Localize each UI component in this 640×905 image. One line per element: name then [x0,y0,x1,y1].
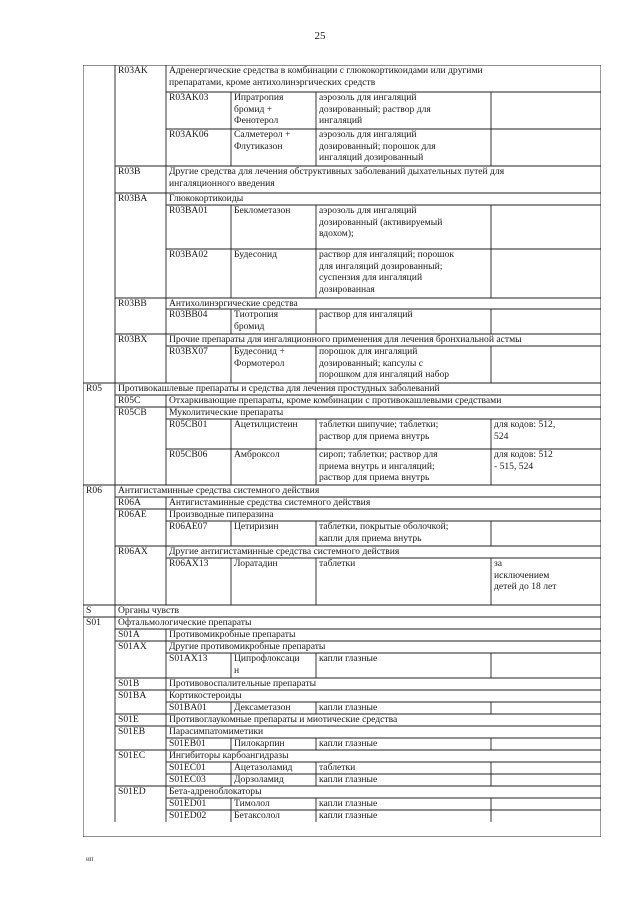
table-cell-c3: Противоглаукомные препараты и миотические средства [169,714,398,725]
table-cell-c6 [491,810,601,822]
table-cell-c3: S01EC03 [169,774,206,785]
table-cell-c3: Другие антигистаминные средства системного действия [169,546,400,557]
table-cell-c3: R03BX07 [169,346,208,357]
table-cell-c5: капли глазные [319,653,378,664]
table-cell-c4: Пилокарпин [234,738,285,749]
table-cell-c3: Производные пиперазина [169,509,274,520]
table-cell-c6 [491,762,601,774]
table-cell-c2: S01BA [118,690,147,701]
table-cell-c4: Амброксол [234,449,280,460]
table-cell-c3: R03AK03 [169,92,209,103]
table-cell-c3: R03AK06 [169,129,209,140]
table-cell-c2: R03BX [118,334,148,345]
table-cell-c2: R06AE [118,509,147,520]
table-cell-c3: R05CB01 [169,419,208,430]
table-cell-c5: таблетки [319,762,356,773]
table-cell-c4: Ацетилцистеин [234,419,298,430]
table-cell-c6 [491,738,601,750]
table-cell-c6: для кодов: 512 - 515, 524 [494,449,553,472]
table-cell-c3: S01BA01 [169,702,207,713]
table-cell-c2: R05C [118,395,141,406]
table-cell-c5: капли глазные [319,810,378,821]
table-cell-c4: Ципрофлоксаци н [234,653,300,676]
table-cell-c3: Противомикробные препараты [169,629,296,640]
table-cell-c2: R05CB [118,407,147,418]
table-cell-c5: капли глазные [319,702,378,713]
table-cell-c3: Адренергические средства в комбинации с глюкокортикоидами или другими препаратами, кроме антихолинэргических средств [169,65,483,88]
table-cell-c2: S01A [118,629,140,640]
table-cell-c5: аэрозоль для ингаляций дозированный; порошок для ингаляций дозированный [319,129,436,163]
table-cell-c6 [491,205,601,249]
table-cell-c3: R03BA01 [169,205,208,216]
table-cell-c6 [491,129,601,166]
table-cell-c4: Бетаксолол [234,810,280,821]
table-cell-c3: R05CB06 [169,449,208,460]
table-cell-c3: S01ED01 [169,798,207,809]
table-cell-c3: S01AX13 [169,653,208,664]
table-cell-c2: R03B [118,166,141,177]
table-cell-c6: за исключением детей до 18 лет [494,558,557,592]
table-cell-c5: таблетки, покрытые оболочкой; капли для приема внутрь [319,521,449,544]
table-cell-c3: Глюкокортикоиды [169,193,244,204]
table-cell-c3: Парасимпатомиметики [169,726,264,737]
table-cell-c2: Органы чувств [118,605,179,616]
table-cell-c4: Ацетазоламид [234,762,293,773]
table-cell-c6 [491,702,601,714]
table-cell-c3: Ингибиторы карбоангидразы [169,750,289,761]
table-cell-c3: Другие противомикробные препараты [169,641,326,652]
table-cell-c6 [491,521,601,546]
table-cell-c4: Дексаметазон [234,702,291,713]
table-cell-c1: R05 [86,383,102,394]
table-cell-c4: Дорзоламид [234,774,284,785]
table-cell-c4: Будесонид [234,249,278,260]
table-cell-c3: Кортикостероиды [169,690,242,701]
table-cell-c2: R03BA [118,193,148,204]
table-cell-c4: Салметерол + Флутиказон [234,129,291,152]
table-cell-c2: S01B [118,678,140,689]
table-cell-c3: S01EB01 [169,738,206,749]
table-cell-c3: R06AE07 [169,521,208,532]
table-cell-c5: капли глазные [319,774,378,785]
table-cell-c6 [491,249,601,298]
table-cell-c1: S01 [86,617,101,628]
table-cell-c5: раствор для ингаляций [319,309,413,320]
table-cell-c2: S01AX [118,641,147,652]
footer-mark: ип [86,855,94,863]
table-cell-c2: Антигистаминные средства системного действия [118,485,320,496]
table-cell-c3: R03BB04 [169,309,208,320]
table-cell-c2: R06AX [118,546,148,557]
table-cell-c6 [491,92,601,129]
table-cell-c2: R06A [118,497,141,508]
table-cell-c4: Будесонид + Формотерол [234,346,285,369]
table-cell-c3: Прочие препараты для ингаляционного применения для лечения бронхиальной астмы [169,334,522,345]
table-cell-c2: S01EB [118,726,146,737]
table-cell-c3: Муколитические препараты [169,407,284,418]
table-cell-c5: порошок для ингаляций дозированный; капсулы с порошком для ингаляций набор [319,346,450,380]
table-cell-c3: Антихолинэргические средства [169,298,298,309]
table-cell-c3: R03BA02 [169,249,208,260]
table-cell-c6 [491,653,601,678]
table-cell-c5: аэрозоль для ингаляций дозированный (активируемый вдохом); [319,205,443,239]
table-cell-c3: Другие средства для лечения обструктивных заболеваний дыхательных путей для ингаляционного введения [169,166,505,189]
table-cell-c4: Тиотропия бромид [234,309,279,332]
table-cell-c6 [491,774,601,786]
table-cell-c4: Ипратропия бромид + Фенотерол [234,92,284,126]
table-cell-c2: S01ED [118,786,146,797]
table-cell-c5: капли глазные [319,798,378,809]
table-cell-c4: Цетиризин [234,521,279,532]
table-cell-c3: Антигистаминные средства системного действия [169,497,371,508]
table-cell-c3: S01ED02 [169,810,207,821]
table-cell-c4: Лоратадин [234,558,278,569]
table-cell-c2: S01E [118,714,139,725]
table-cell-c5: раствор для ингаляций; порошок для ингаляций дозированный; суспензия для ингаляций дозированная [319,249,455,295]
table-cell-c2: Противокашлевые препараты и средства для лечения простудных заболеваний [118,383,440,394]
table-cell-c3: Бета-адреноблокаторы [169,786,262,797]
table-cell-c2: S01EC [118,750,146,761]
table-cell-c3: S01EC01 [169,762,206,773]
table-cell-c6: для кодов: 512, 524 [494,419,556,442]
table-cell-c2: R03AK [118,65,148,76]
table-cell-c3: Отхаркивающие препараты, кроме комбинации с противокашлевыми средствами [169,395,502,406]
table-cell-c2: R03BB [118,298,147,309]
table-cell-c5: аэрозоль для ингаляций дозированный; раствор для ингаляций [319,92,431,126]
table-cell-c5: таблетки шипучие; таблетки; раствор для приема внутрь [319,419,439,442]
table-cell-c6 [491,346,601,383]
table-cell-c5: таблетки [319,558,356,569]
table-cell-c6 [491,798,601,810]
table-cell-c1: R06 [86,485,102,496]
table-cell-c4: Беклометазон [234,205,291,216]
table-cell-c6 [491,309,601,334]
atc-drug-table [83,65,601,837]
table-cell-c3: Противовоспалительные препараты [169,678,317,689]
table-cell-c1: S [86,605,92,616]
table-cell-c3: R06AX13 [169,558,209,569]
table-cell-c5: капли глазные [319,738,378,749]
table-cell-c4: Тимолол [234,798,270,809]
table-cell-c2: Офтальмологические препараты [118,617,252,628]
page-number: 25 [314,30,326,42]
table-cell-c5: сироп; таблетки; раствор для приема внутрь и ингаляций; раствор для приема внутрь [319,449,438,483]
